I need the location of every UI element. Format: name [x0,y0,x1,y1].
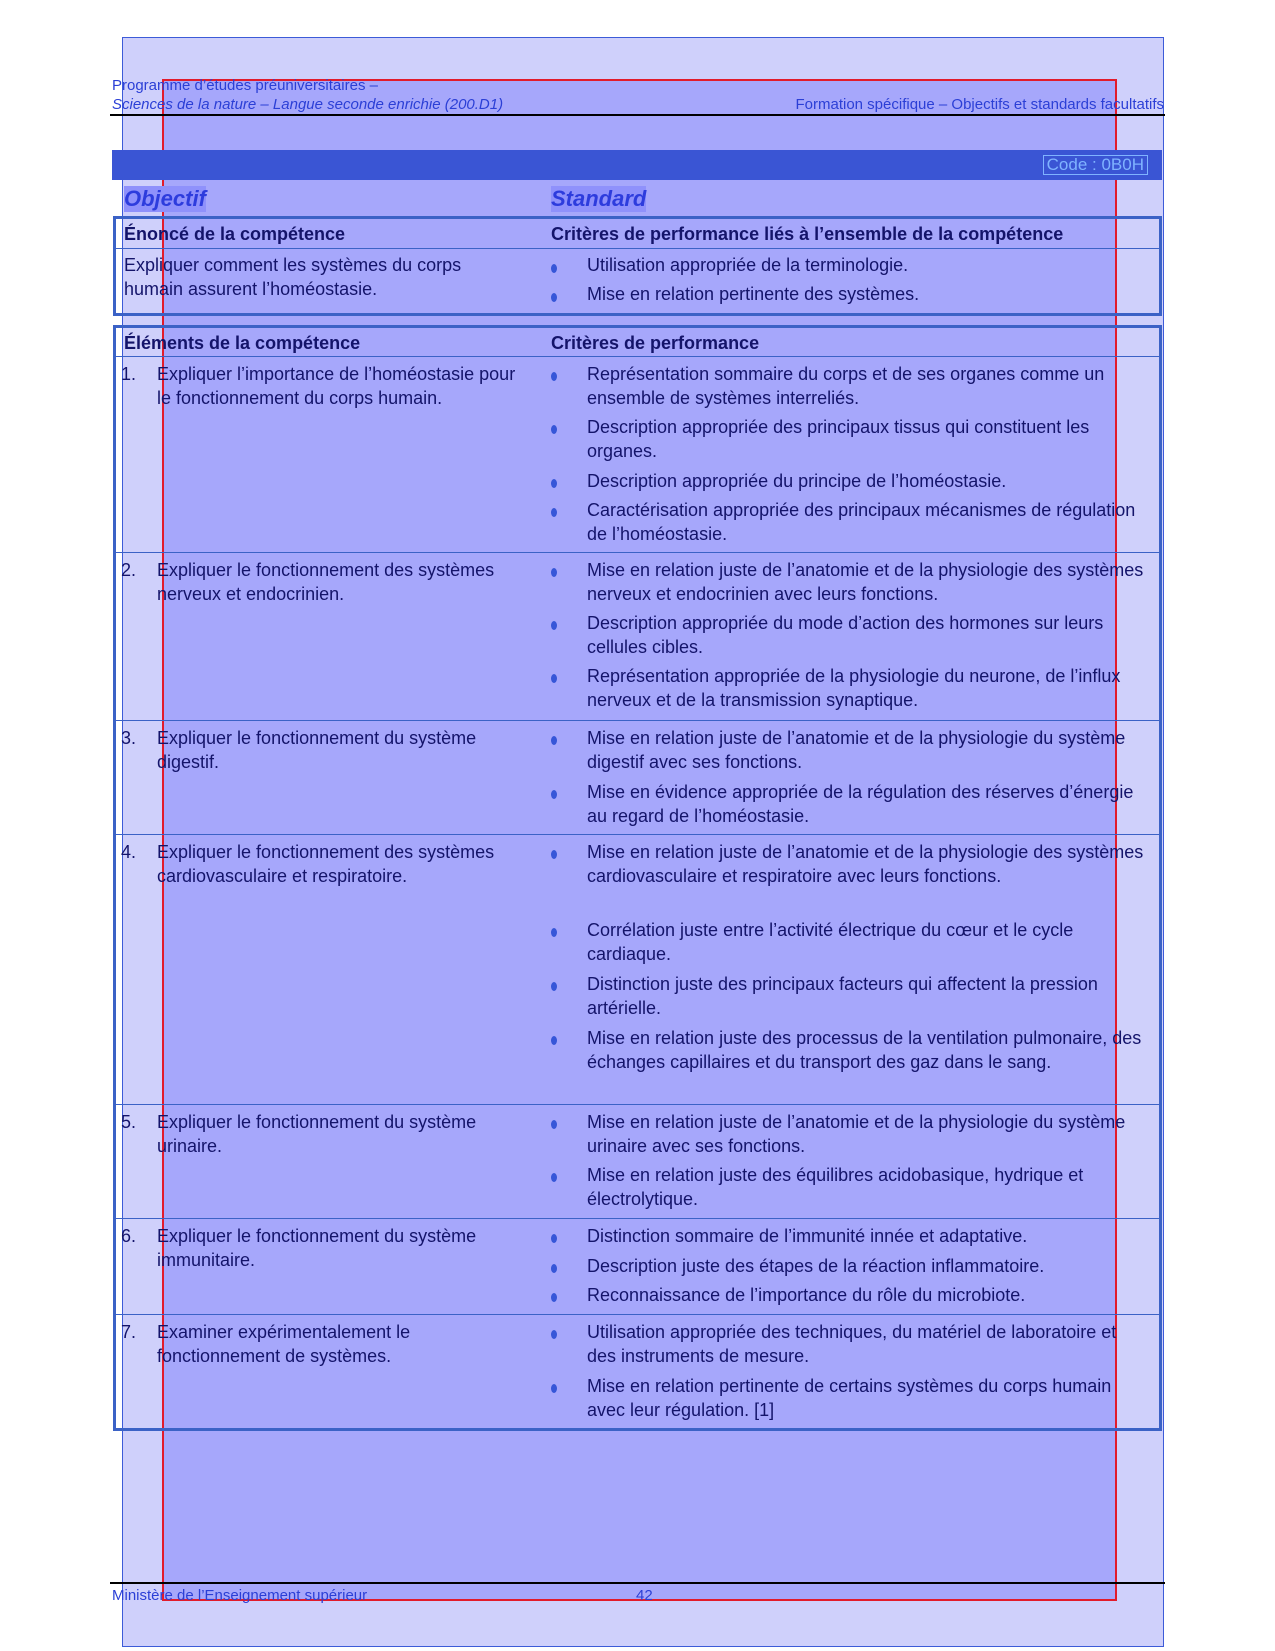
table-divider [113,720,1162,721]
bullet-icon [551,372,557,381]
footer-ministry: Ministère de l’Enseignement supérieur [112,1587,368,1604]
bullet-icon [551,1036,557,1045]
element-text: Examiner expérimentalement le fonctionnement de systèmes. [157,1322,411,1366]
element-text: Expliquer l’importance de l’homéostasie pour le fonctionnement du corps humain. [157,364,516,408]
objective-heading: Objectif [124,186,206,211]
bullet-icon [551,621,557,630]
element-number: 6. [121,1226,137,1246]
criterion: Mise en relation juste des processus de la ventilation pulmonaire, des échanges capillaires et du transport des gaz dans le sang. [587,1028,1142,1072]
competence-statement-header: Énoncé de la compétence [124,224,346,244]
bullet-icon [551,1120,557,1129]
header-rule [110,114,1165,116]
table-divider [113,1104,1162,1105]
criterion: Mise en relation juste de l’anatomie et de la physiologie des systèmes cardiovasculaire et respiratoire avec leurs fonctions. [587,842,1144,886]
bullet-icon [551,1234,557,1243]
criterion: Description appropriée du principe de l’homéostasie. [587,471,1007,491]
bullet-icon [551,425,557,434]
competence-criteria-header: Critères de performance liés à l’ensemble de la compétence [551,224,1064,244]
element-text: Expliquer le fonctionnement du système immunitaire. [157,1226,477,1270]
code-bar [112,150,1162,180]
element-number: 5. [121,1112,137,1132]
element-text: Expliquer le fonctionnement du système urinaire. [157,1112,477,1156]
elements-header: Éléments de la compétence [124,333,361,353]
bullet-icon [551,850,557,859]
header-program: Programme d’études préuniversitaires – [112,77,378,94]
criterion: Caractérisation appropriée des principaux mécanismes de régulation de l’homéostasie. [587,500,1136,544]
table-divider [113,1314,1162,1315]
competence-statement: Expliquer comment les systèmes du corps humain assurent l’homéostasie. [124,255,462,299]
element-text: Expliquer le fonctionnement des systèmes cardiovasculaire et respiratoire. [157,842,495,886]
criterion: Distinction sommaire de l’immunité innée et adaptative. [587,1226,1028,1246]
bullet-icon [551,928,557,937]
competence-criterion: Mise en relation pertinente des systèmes. [587,284,920,304]
criterion: Représentation sommaire du corps et de ses organes comme un ensemble de systèmes interreliés. [587,364,1105,408]
competence-code: Code : 0B0H [1043,155,1148,175]
element-text: Expliquer le fonctionnement du système digestif. [157,728,477,772]
bullet-icon [551,568,557,577]
header-program-title: Sciences de la nature – Langue seconde enrichie (200.D1) [112,96,504,113]
criterion: Représentation appropriée de la physiologie du neurone, de l’influx nerveux et de la transmission synaptique. [587,666,1121,710]
element-number: 7. [121,1322,137,1342]
table-divider [113,356,1162,357]
bullet-icon [551,790,557,799]
bullet-icon [551,1384,557,1393]
criterion: Mise en relation pertinente de certains systèmes du corps humain avec leur régulation. [1] [587,1376,1112,1420]
bullet-icon [551,293,557,302]
bullet-icon [551,508,557,517]
bullet-icon [551,1264,557,1273]
bullet-icon [551,1330,557,1339]
criterion: Mise en relation juste des équilibres acidobasique, hydrique et électrolytique. [587,1165,1084,1209]
table-divider [113,248,1162,249]
criterion: Description appropriée des principaux tissus qui constituent les organes. [587,417,1090,461]
criteria-header: Critères de performance [551,333,760,353]
criterion: Description appropriée du mode d’action des hormones sur leurs cellules cibles. [587,613,1104,657]
criterion: Mise en relation juste de l’anatomie et de la physiologie des systèmes nerveux et endocrinien avec leurs fonctions. [587,560,1144,604]
bullet-icon [551,1173,557,1182]
bullet-icon [551,1293,557,1302]
criterion: Mise en relation juste de l’anatomie et de la physiologie du système digestif avec ses fonctions. [587,728,1126,772]
element-text: Expliquer le fonctionnement des systèmes nerveux et endocrinien. [157,560,495,604]
footer-rule [110,1582,1165,1584]
element-number: 3. [121,728,137,748]
bullet-icon [551,674,557,683]
table-divider [113,834,1162,835]
table-divider [113,552,1162,553]
page-number: 42 [636,1587,653,1604]
header-section: Formation spécifique – Objectifs et standards facultatifs [795,96,1164,113]
criterion: Distinction juste des principaux facteurs qui affectent la pression artérielle. [587,974,1098,1018]
criterion: Description juste des étapes de la réaction inflammatoire. [587,1256,1045,1276]
criterion: Reconnaissance de l’importance du rôle du microbiote. [587,1285,1026,1305]
element-number: 1. [121,364,137,384]
competence-criterion: Utilisation appropriée de la terminologie. [587,255,909,275]
table-divider [113,1218,1162,1219]
bullet-icon [551,264,557,273]
bullet-icon [551,982,557,991]
criterion: Mise en relation juste de l’anatomie et de la physiologie du système urinaire avec ses fonctions. [587,1112,1126,1156]
criterion: Utilisation appropriée des techniques, du matériel de laboratoire et des instruments de mesure. [587,1322,1117,1366]
bullet-icon [551,736,557,745]
bullet-icon [551,479,557,488]
criterion: Corrélation juste entre l’activité électrique du cœur et le cycle cardiaque. [587,920,1074,964]
criterion: Mise en évidence appropriée de la régulation des réserves d’énergie au regard de l’homéostasie. [587,782,1134,826]
element-number: 4. [121,842,137,862]
standard-heading: Standard [551,186,647,211]
element-number: 2. [121,560,137,580]
